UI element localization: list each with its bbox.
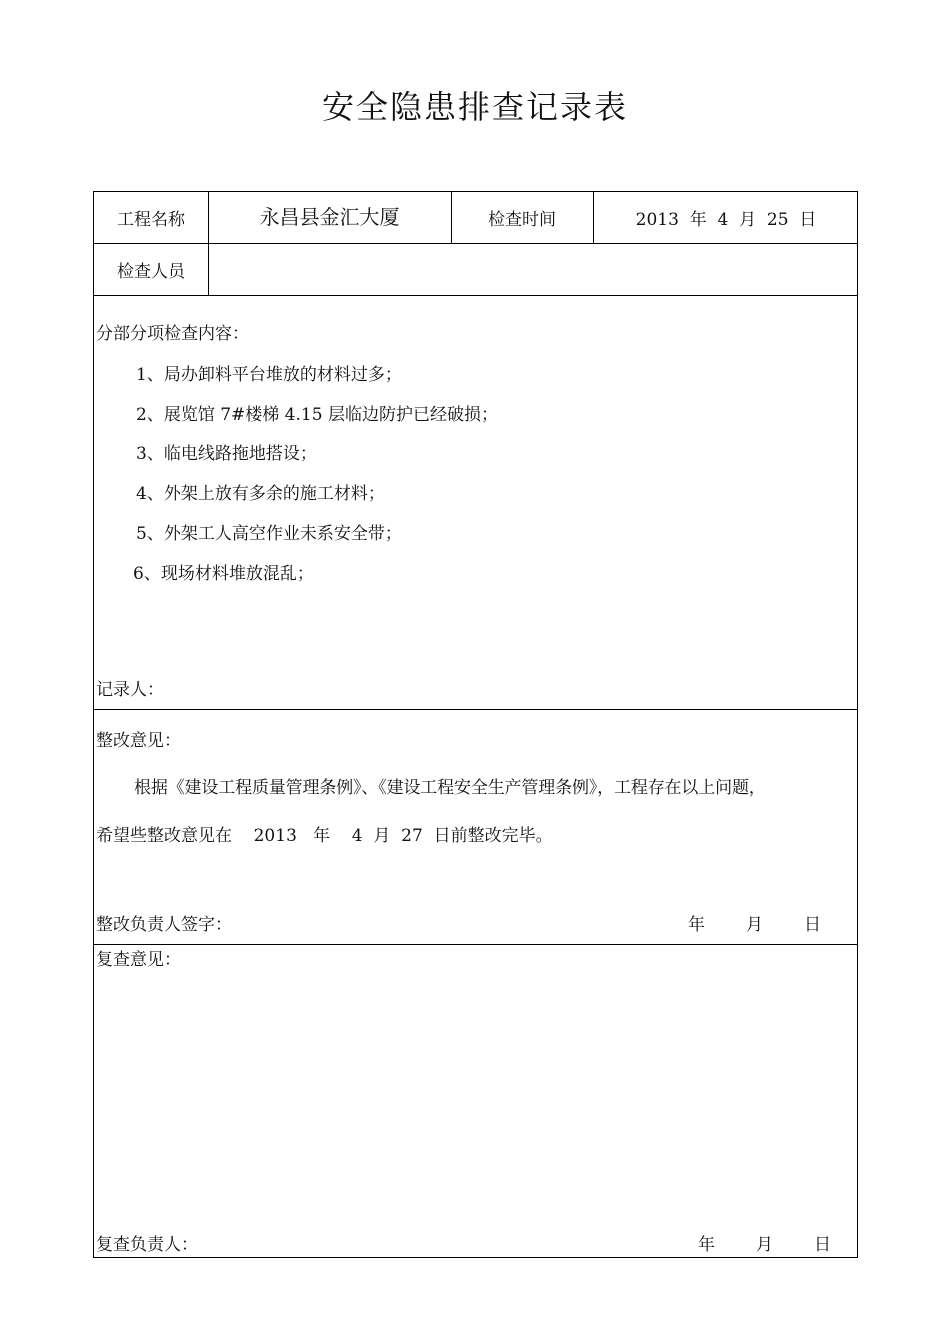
rectification-month: 月	[746, 915, 763, 935]
recorder-label: 记录人：	[96, 680, 164, 700]
check-time-label: 检查时间	[488, 210, 556, 230]
inspection-item: 2、展览馆 7#楼梯 4.15 层临边防护已经破损；	[136, 405, 498, 425]
inspection-item: 3、临电线路拖地搭设；	[136, 444, 317, 464]
review-day: 日	[814, 1235, 831, 1255]
check-time-value: 2013 年 4 月 25 日	[635, 210, 817, 230]
rectification-text-line2: 希望些整改意见在 2013 年 4 月 27 日前整改完毕。	[96, 826, 553, 846]
inspection-item: 6、现场材料堆放混乱；	[133, 564, 314, 584]
record-form	[93, 191, 858, 1258]
review-month: 月	[756, 1235, 773, 1255]
row-divider	[94, 944, 857, 945]
row-divider	[94, 709, 857, 710]
rectification-year: 年	[688, 915, 705, 935]
inspector-value	[208, 243, 859, 295]
review-year: 年	[698, 1235, 715, 1255]
rectification-signer-label: 整改负责人签字：	[96, 915, 232, 935]
project-name-label: 工程名称	[117, 210, 185, 230]
inspection-item: 4、外架上放有多余的施工材料；	[136, 484, 385, 504]
inspector-label: 检查人员	[117, 261, 185, 282]
project-name-value: 永昌县金汇大厦	[259, 205, 400, 229]
page-title: 安全隐患排查记录表	[321, 88, 628, 126]
rectification-day: 日	[804, 915, 821, 935]
inspection-heading: 分部分项检查内容：	[96, 324, 249, 344]
row-divider	[94, 295, 857, 296]
inspection-item: 5、外架工人高空作业未系安全带；	[136, 524, 402, 544]
inspection-item: 1、局办卸料平台堆放的材料过多；	[136, 365, 402, 385]
rectification-text-line1: 根据《建设工程质量管理条例》、《建设工程安全生产管理条例》，工程存在以上问题，	[134, 778, 766, 798]
rectification-heading: 整改意见：	[96, 731, 181, 751]
review-signer-label: 复查负责人：	[96, 1235, 198, 1255]
review-heading: 复查意见：	[96, 950, 181, 970]
